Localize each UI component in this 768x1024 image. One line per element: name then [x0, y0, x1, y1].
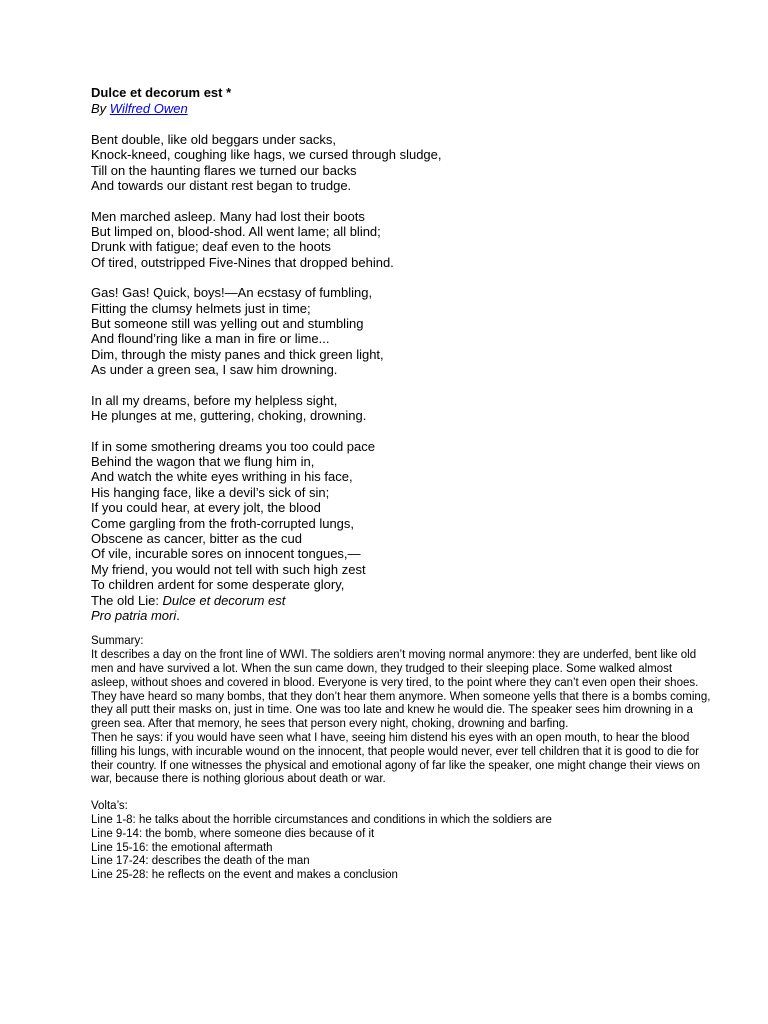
summary-paragraph-1: It describes a day on the front line of WWI. The soldiers aren’t moving normal anymore: they are underfed, bent like old men and have survived a lot. When the sun came down, they trudged to their sleeping place. Some walked almost asleep, without shoes and covered in blood. Everyone is very tired, to the point where they can’t even open their shoes. They have heard so many bombs, that they don’t hear them anymore. When someone yells that there is a bombs coming, they all putt their masks on, just in time. One was too late and knew he would die. The speaker sees him drowning in a green sea. After that memory, he sees that person every night, choking, drowning and barfing.: [91, 649, 711, 731]
poem-line: Men marched asleep. Many had lost their boots: [91, 208, 365, 224]
summary-paragraph-2: Then he says: if you would have seen what I have, seeing him distend his eyes with an open mouth, to hear the blood filling his lungs, with incurable wound on the innocent, that people would never, ever tell children that it is good to die for their country. If one witnesses the physical and emotional agony of far like the speaker, one might change their views on war, because there is nothing glorious about death or war.: [91, 731, 700, 786]
poem-line: As under a green sea, I saw him drowning.: [91, 362, 338, 378]
poem-line: My friend, you would not tell with such high zest: [91, 561, 366, 577]
document-page: [91, 85, 711, 883]
poem-line: Come gargling from the froth-corrupted lungs,: [91, 515, 355, 531]
poem-line: Bent double, like old beggars under sacks,: [91, 132, 336, 147]
ending-prefix: The old Lie:: [91, 592, 163, 608]
volta-line: Line 25-28: he reflects on the event and makes a conclusion: [91, 869, 398, 882]
stanza-1: [91, 132, 711, 194]
byline: [91, 101, 711, 117]
poem-line: Behind the wagon that we flung him in,: [91, 453, 315, 469]
voltas-section: [91, 800, 711, 883]
stanza-5: [91, 439, 711, 624]
poem-line: And towards our distant rest began to trudge.: [91, 178, 352, 194]
poem-line: In all my dreams, before my helpless sight,: [91, 392, 338, 408]
poem-line: Of tired, outstripped Five-Nines that dropped behind.: [91, 254, 394, 270]
ending-latin-1: Dulce et decorum est: [162, 592, 286, 608]
poem-title: Dulce et decorum est *: [91, 85, 232, 100]
poem-line: His hanging face, like a devil’s sick of sin;: [91, 484, 330, 500]
poem-line: And watch the white eyes writhing in his face,: [91, 469, 353, 485]
stanza-3: [91, 285, 711, 377]
poem-line: And flound’ring like a man in fire or lime...: [91, 331, 330, 347]
poem-line-ending-2: [91, 608, 711, 623]
poem-body: [91, 132, 711, 623]
poem-line: If you could hear, at every jolt, the blood: [91, 500, 321, 516]
volta-line: Line 9-14: the bomb, where someone dies because of it: [91, 827, 375, 840]
poem-line: But limped on, blood-shod. All went lame; all blind;: [91, 224, 381, 240]
poem-line: Dim, through the misty panes and thick green light,: [91, 346, 384, 362]
poem-line: Fitting the clumsy helmets just in time;: [91, 300, 311, 316]
voltas-heading: Volta’s:: [91, 800, 128, 813]
author-link[interactable]: Wilfred Owen: [109, 101, 188, 116]
byline-prefix: By: [91, 101, 110, 116]
poem-line: Obscene as cancer, bitter as the cud: [91, 530, 303, 546]
volta-line: Line 1-8: he talks about the horrible circumstances and conditions in which the soldiers are: [91, 813, 552, 826]
stanza-2: [91, 209, 711, 271]
poem-line: Gas! Gas! Quick, boys!—An ecstasy of fumbling,: [91, 285, 373, 301]
poem-line-ending-1: [91, 593, 711, 608]
poem-line: To children ardent for some desperate glory,: [91, 577, 345, 593]
poem-line: Drunk with fatigue; deaf even to the hoots: [91, 239, 331, 255]
poem-line: But someone still was yelling out and stumbling: [91, 316, 364, 332]
stanza-4: [91, 393, 711, 424]
summary-heading: Summary:: [91, 635, 144, 648]
summary-section: [91, 635, 711, 787]
poem-line: Till on the haunting flares we turned our backs: [91, 162, 357, 178]
volta-line: Line 15-16: the emotional aftermath: [91, 841, 273, 854]
ending-latin-2: Pro patria mori: [91, 607, 177, 623]
poem-line: Knock-kneed, coughing like hags, we cursed through sludge,: [91, 147, 442, 163]
volta-line: Line 17-24: describes the death of the man: [91, 855, 310, 868]
poem-line: If in some smothering dreams you too could pace: [91, 438, 375, 454]
poem-line: He plunges at me, guttering, choking, drowning.: [91, 408, 367, 424]
poem-line: Of vile, incurable sores on innocent tongues,—: [91, 546, 361, 562]
ending-suffix: .: [176, 607, 180, 623]
